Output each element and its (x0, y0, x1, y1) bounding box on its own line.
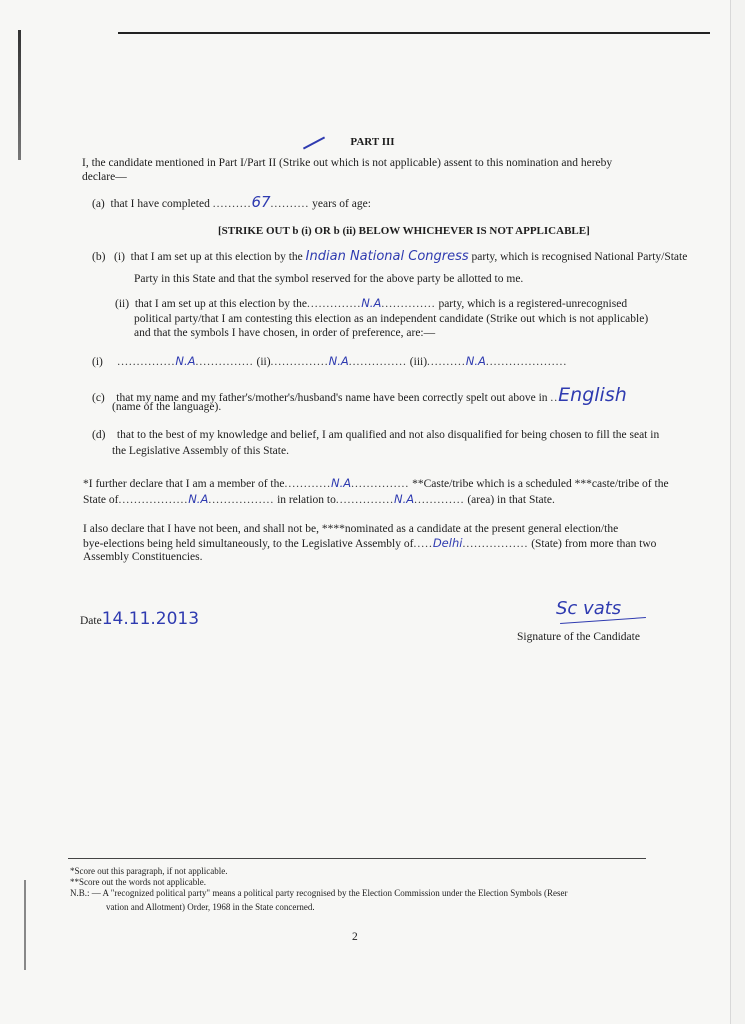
party-field[interactable]: Indian National Congress (305, 249, 469, 264)
symbol-iii-label: (iii) (409, 356, 428, 368)
nomination-line-1: I also declare that I have not been, and shall not be, ****nominated as a candidate at the present general election/the (83, 523, 619, 535)
state-text: State of (83, 494, 119, 506)
footnote-3: N.B.: — A "recognized political party" means a political party recognised by the Election Commission under the Election Symbols (Reser (70, 888, 568, 898)
item-b-i-line-2: Party in this State and that the symbol reserved for the above party be allotted to me. (134, 273, 524, 285)
relation-text: in relation to (277, 494, 336, 506)
state-field[interactable]: N.A (188, 492, 209, 506)
language-field[interactable]: English (558, 384, 627, 406)
symbol-iii-field[interactable]: N.A (465, 354, 486, 368)
date-field[interactable]: 14.11.2013 (101, 609, 200, 629)
footnote-rule (68, 858, 646, 859)
symbols-row: (i) ...............N.A............... (ii)...............N.A............... (iii)..........N.A..................... (92, 354, 568, 368)
registered-party-field[interactable]: N.A (361, 296, 382, 310)
item-a-text: that I have completed (110, 198, 210, 210)
nomination-text: bye-elections being held simultaneously, to the Legislative Assembly of (83, 538, 414, 550)
assembly-field[interactable]: Delhi (432, 536, 463, 550)
caste-text: *I further declare that I am a member of the (83, 478, 285, 490)
strike-instruction: [STRIKE OUT b (i) OR b (ii) BELOW WHICHEVER IS NOT APPLICABLE] (218, 225, 590, 237)
caste-text-after: **Caste/tribe which is a scheduled ***caste/tribe of the (412, 478, 669, 490)
top-rule (118, 32, 710, 34)
item-b-ii-text: that I am set up at this election by the (134, 298, 307, 310)
symbol-i-field[interactable]: N.A (175, 354, 196, 368)
part-heading: PART III (350, 136, 395, 148)
item-c-row: (c) that my name and my father's/mother's/husband's name have been correctly spelt out above in ..English (92, 384, 627, 406)
nomination-text-after: (State) from more than two (531, 538, 657, 550)
item-b-i-label: (i) (114, 251, 125, 263)
item-b-ii-text-after: party, which is a registered-unrecognised (438, 298, 628, 310)
area-field[interactable]: N.A (393, 492, 415, 506)
item-c-line-2: (name of the language). (112, 401, 222, 413)
caste-row-2: State of..................N.A................. in relation to...............N.A............. (area) in that State. (83, 492, 555, 506)
page-number: 2 (352, 931, 358, 943)
item-d-row (92, 428, 659, 442)
item-a-label: (a) (92, 198, 105, 210)
symbol-ii-label: (ii) (256, 356, 271, 368)
footnote-4: vation and Allotment) Order, 1968 in the State concerned. (106, 902, 315, 912)
item-b-ii-row: (ii) that I am set up at this election by the..............N.A.............. party, which is a registered-unrecognised (115, 296, 628, 310)
date-row (80, 609, 200, 629)
symbol-i-label: (i) (92, 356, 103, 368)
item-d-text: that to the best of my knowledge and belief, I am qualified and not also disqualified for being chosen to fill the seat in (116, 429, 660, 441)
symbol-ii-field[interactable]: N.A (328, 354, 349, 368)
date-label: Date (80, 615, 102, 627)
item-b-ii-label: (ii) (115, 298, 130, 310)
signature-label: Signature of the Candidate (517, 631, 640, 643)
footnote-1: *Score out this paragraph, if not applicable. (70, 866, 228, 876)
item-c-label: (c) (92, 392, 105, 404)
nomination-line-3: Assembly Constituencies. (83, 551, 203, 563)
nomination-row-2: bye-elections being held simultaneously, to the Legislative Assembly of.....Delhi................. (State) from more than two (83, 536, 657, 550)
age-field[interactable]: 67 (251, 193, 271, 211)
item-a-row: (a) that I have completed ..........67.......... years of age: (92, 193, 371, 211)
intro-line-2: declare— (82, 171, 127, 183)
item-b-i-text-after: party, which is recognised National Party/State (471, 251, 688, 263)
item-b-label: (b) (92, 251, 106, 263)
footnote-2: **Score out the words not applicable. (70, 877, 206, 887)
item-d-line-2: the Legislative Assembly of this State. (112, 445, 289, 457)
item-b-i-text: that I am set up at this election by the (130, 251, 303, 263)
item-d-label: (d) (92, 429, 106, 441)
item-b-ii-line-3: and that the symbols I have chosen, in order of preference, are:— (134, 327, 436, 339)
caste-field[interactable]: N.A (330, 476, 352, 490)
item-a-text-after: years of age: (312, 198, 371, 210)
item-b-i-row (92, 250, 687, 264)
caste-row-1: *I further declare that I am a member of the............N.A............... **Caste/tribe which is a scheduled ***caste/tribe of the (83, 476, 669, 490)
signature-handwritten[interactable]: Sc vats (556, 598, 622, 619)
item-c-text: that my name and my father's/mother's/husband's name have been correctly spelt out above in (116, 392, 548, 404)
intro-line-1: I, the candidate mentioned in Part I/Part II (Strike out which is not applicable) assent to this nomination and hereby (82, 157, 613, 169)
area-text-after: (area) in that State. (467, 494, 555, 506)
scan-edge-mark (24, 880, 26, 970)
item-b-ii-line-2: political party/that I am contesting this election as an independent candidate (Strike out which is not applicable) (134, 313, 649, 325)
